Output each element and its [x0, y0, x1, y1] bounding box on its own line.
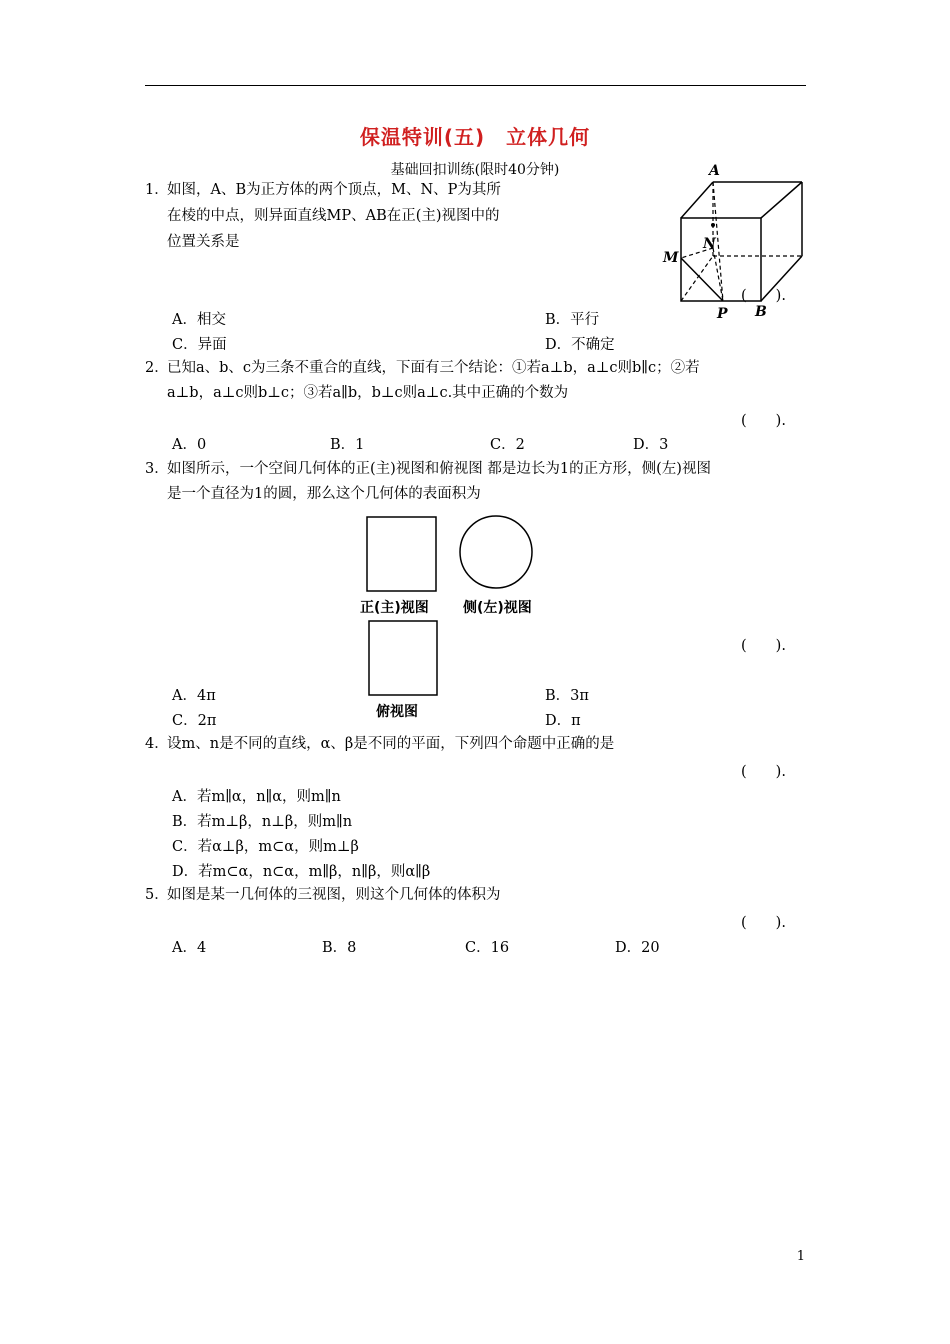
q1-option-b: B．平行	[545, 312, 600, 328]
q5-line1	[145, 885, 501, 905]
q4-line1	[145, 734, 614, 754]
q1-text-line2: 在棱的中点，则异面直线MP、AB在正(主)视图中的	[167, 208, 500, 224]
q2-number: 2．	[145, 360, 169, 376]
q2-option-c: C．2	[490, 437, 525, 453]
q1-option-d: D．不确定	[545, 337, 615, 353]
page-title: 保温特训(五) 立体几何	[359, 125, 591, 149]
label-p: P	[717, 306, 728, 322]
q4-option-c: C．若α⊥β，m⊂α，则m⊥β	[172, 839, 359, 855]
q5-option-d: D．20	[615, 940, 660, 956]
q3-option-a: A．4π	[172, 688, 216, 704]
side-view-label: 侧(左)视图	[463, 600, 532, 616]
cube-edge	[761, 182, 802, 218]
q5-option-b: B．8	[322, 940, 357, 956]
q4-answer-paren: ( ).	[741, 764, 786, 780]
q2-option-b: B．1	[330, 437, 365, 453]
q3-text-line2: 是一个直径为1的圆，那么这个几何体的表面积为	[167, 486, 481, 502]
label-b: B	[755, 304, 767, 320]
q4-text-line1: 设m、n是不同的直线，α、β是不同的平面，下列四个命题中正确的是	[167, 736, 615, 752]
q3-number: 3．	[145, 461, 169, 477]
top-view-label: 俯视图	[376, 704, 418, 720]
q5-option-a: A．4	[172, 940, 207, 956]
q1-option-c: C．异面	[172, 337, 227, 353]
q3-option-c: C．2π	[172, 713, 217, 729]
label-a: A	[709, 163, 720, 179]
q2-line1	[145, 358, 700, 378]
q3-line1	[145, 459, 711, 479]
q4-option-d: D．若m⊂α，n⊂α，m∥β，n∥β，则α∥β	[172, 864, 431, 880]
q4-option-b: B．若m⊥β，n⊥β，则m∥n	[172, 814, 353, 830]
point-n	[711, 223, 715, 227]
q2-option-a: A．0	[172, 437, 207, 453]
q5-option-c: C．16	[465, 940, 510, 956]
q1-text-line3: 位置关系是	[167, 234, 240, 250]
q5-number: 5．	[145, 887, 169, 903]
label-m: M	[663, 250, 679, 266]
top-view-square	[369, 621, 437, 695]
side-view-circle	[460, 516, 532, 588]
front-view-square	[367, 517, 436, 591]
q1-option-a: A．相交	[172, 312, 226, 328]
q1-number: 1．	[145, 182, 169, 198]
q2-answer-paren: ( ).	[741, 413, 786, 429]
q1-answer-paren: ( ).	[741, 288, 786, 304]
q2-option-d: D．3	[633, 437, 669, 453]
q3-option-d: D．π	[545, 713, 581, 729]
q4-option-a: A．若m∥α，n∥α，则m∥n	[172, 789, 341, 805]
label-n: N	[703, 236, 716, 252]
q5-text-line1: 如图是某一几何体的三视图，则这个几何体的体积为	[167, 887, 501, 903]
page-subtitle: 基础回扣训练(限时40分钟)	[390, 162, 560, 178]
q2-text-line2: a⊥b，a⊥c则b⊥c；③若a∥b，b⊥c则a⊥c.其中正确的个数为	[167, 385, 569, 401]
q3-option-b: B．3π	[545, 688, 589, 704]
page-number: 1	[796, 1249, 805, 1264]
header-rule	[145, 85, 806, 86]
cube-edge	[681, 182, 713, 218]
q5-answer-paren: ( ).	[741, 915, 786, 931]
front-view-label: 正(主)视图	[360, 600, 429, 616]
q1-text-line1: 如图，A、B为正方体的两个顶点，M、N、P为其所	[167, 182, 501, 198]
q1-cube-figure	[655, 158, 815, 323]
q4-number: 4．	[145, 736, 169, 752]
q3-text-line1: 如图所示，一个空间几何体的正(主)视图和俯视图 都是边长为1的正方形，侧(左)视图	[167, 461, 711, 477]
q1-line1	[145, 180, 501, 200]
q3-answer-paren: ( ).	[741, 638, 786, 654]
q2-text-line1: 已知a、b、c为三条不重合的直线，下面有三个结论：①若a⊥b，a⊥c则b∥c；②若	[167, 360, 700, 376]
